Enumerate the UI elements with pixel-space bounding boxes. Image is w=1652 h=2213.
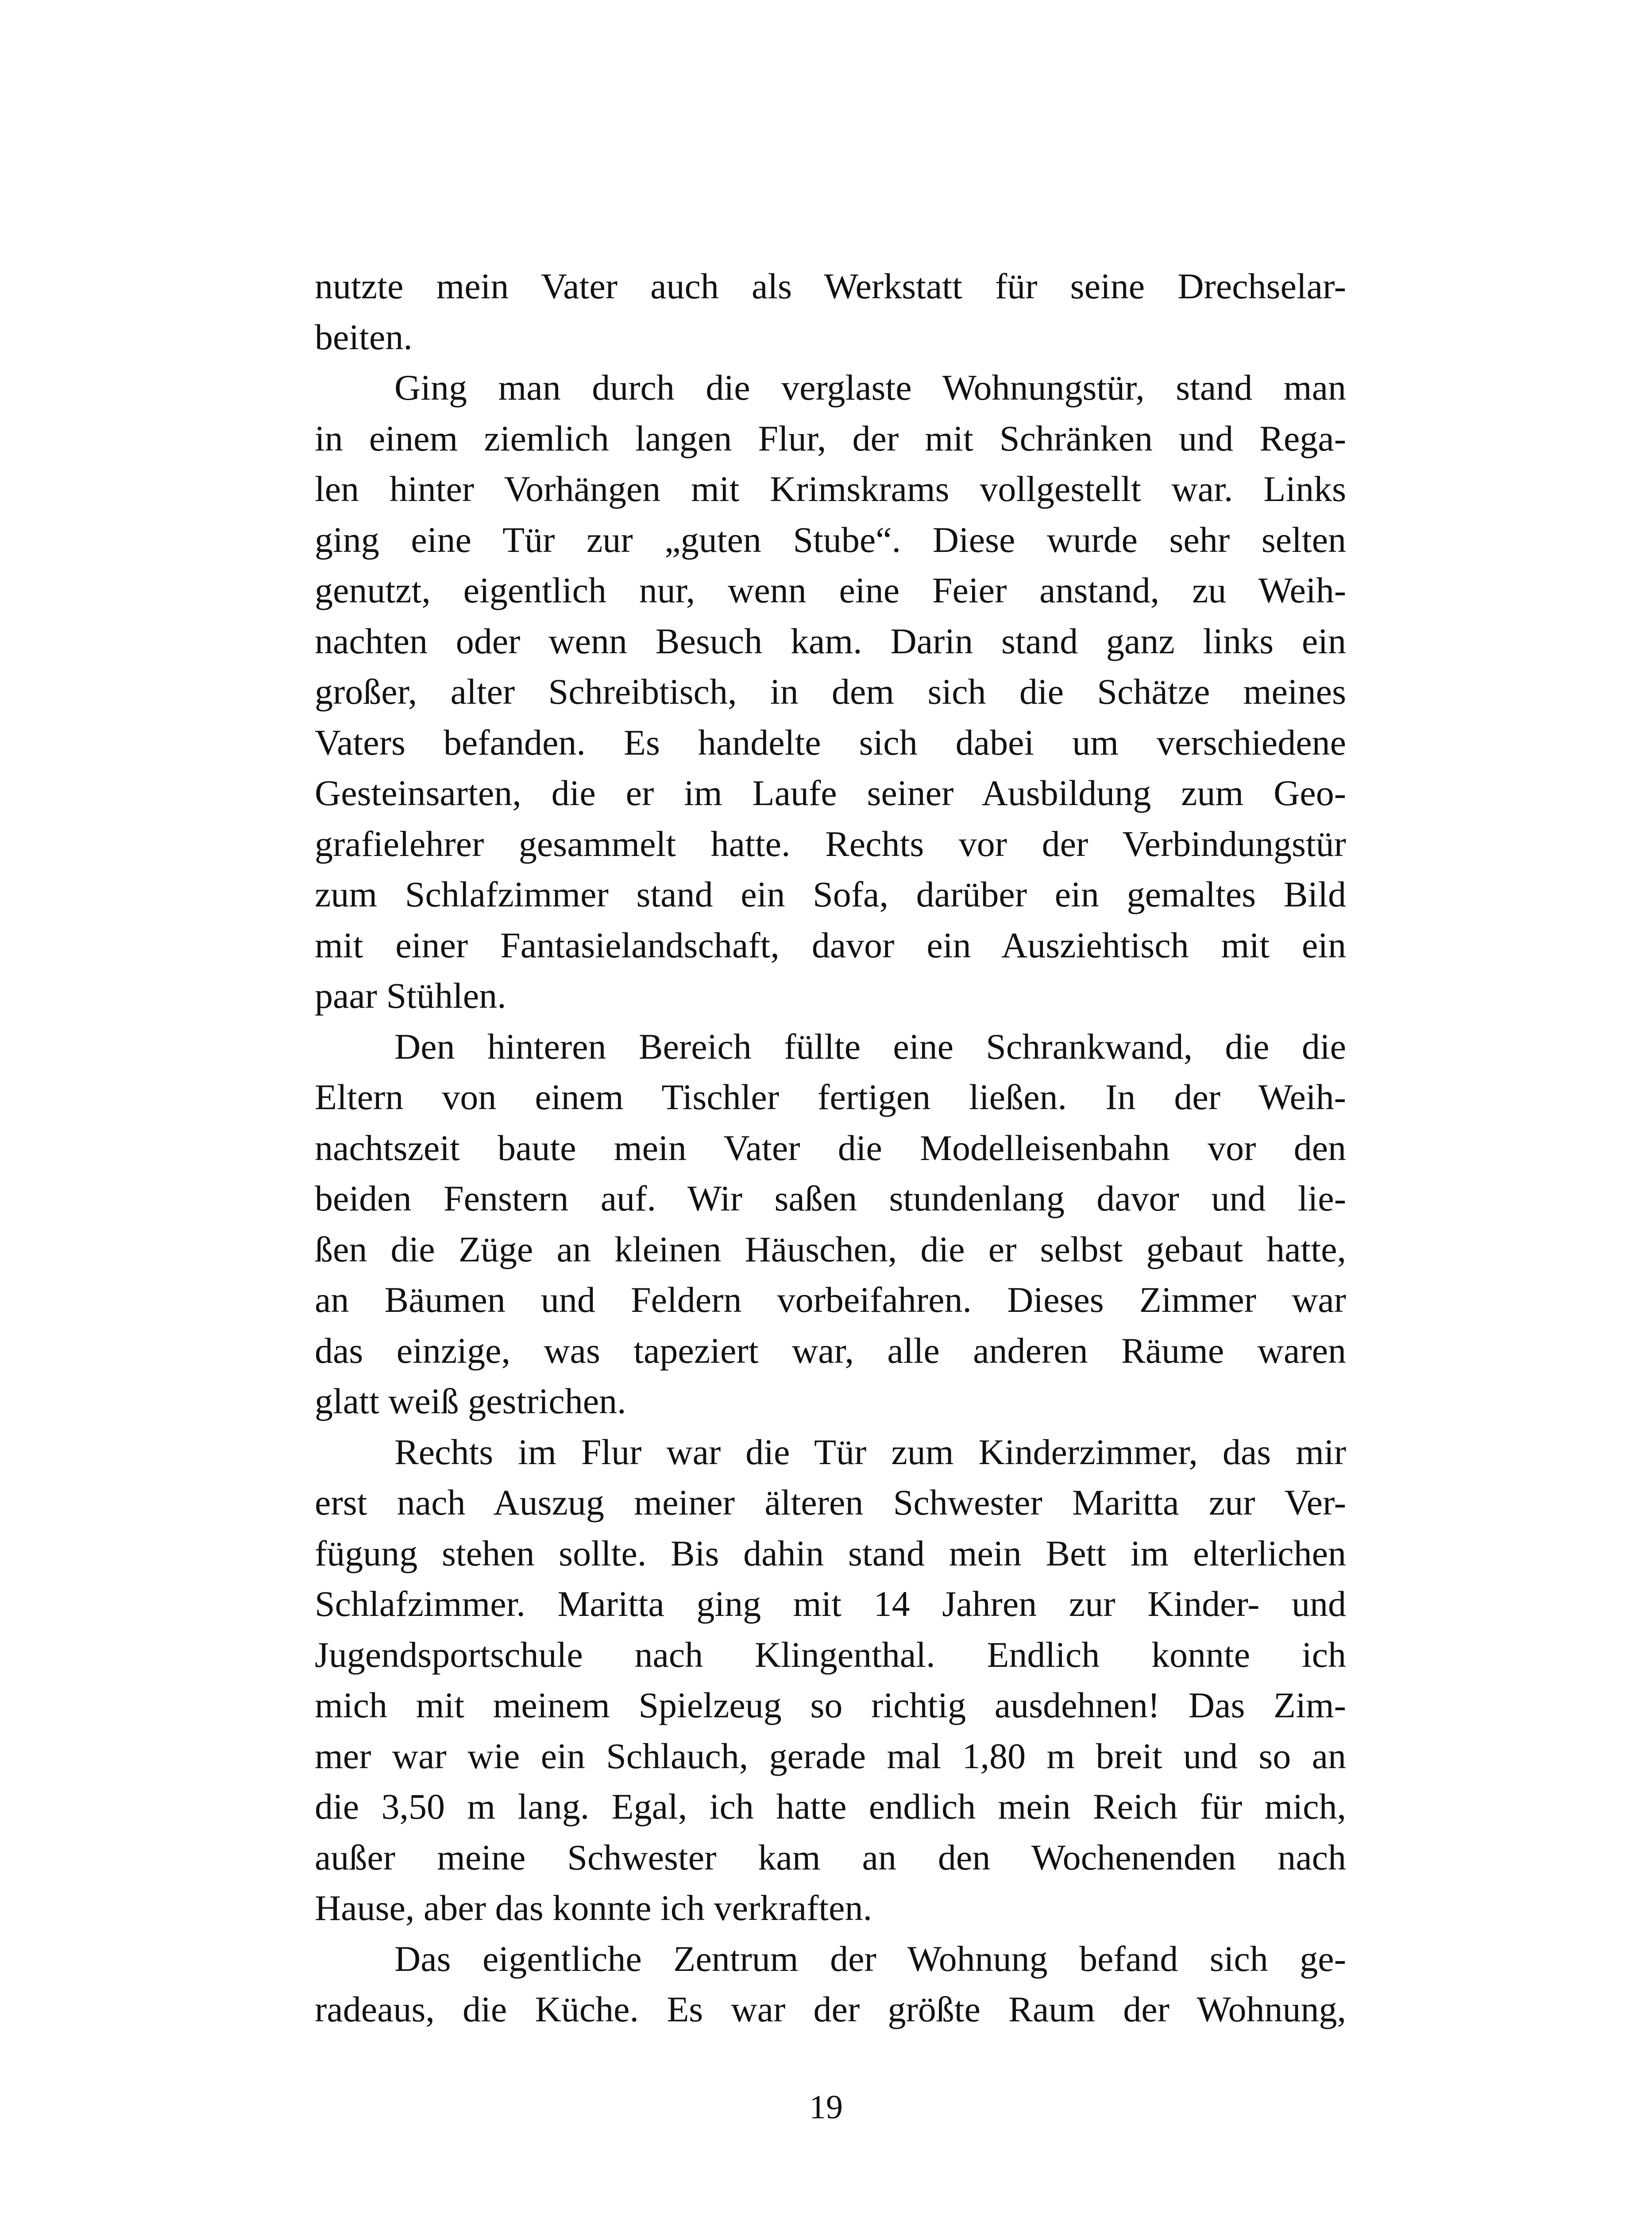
text-line: Jugendsportschule nach Klingenthal. Endlich konnte ich — [315, 1634, 1346, 1675]
text-line: fügung stehen sollte. Bis dahin stand mein Bett im elterlichen — [315, 1533, 1346, 1573]
page-number: 19 — [809, 2088, 843, 2126]
text-line: die 3,50 m lang. Egal, ich hatte endlich mein Reich für mich, — [315, 1786, 1346, 1827]
text-line: beiden Fenstern auf. Wir saßen stundenlang davor und lie- — [315, 1178, 1346, 1218]
text-line: radeaus, die Küche. Es war der größte Raum der Wohnung, — [315, 1989, 1346, 2029]
text-line: außer meine Schwester kam an den Wochenenden nach — [315, 1837, 1346, 1878]
text-line: in einem ziemlich langen Flur, der mit Schränken und Rega- — [315, 418, 1346, 459]
text-line: nutzte mein Vater auch als Werkstatt für seine Drechselar- — [315, 266, 1346, 306]
body-text — [315, 261, 1346, 2035]
text-line: nachtszeit baute mein Vater die Modelleisenbahn vor den — [315, 1127, 1346, 1168]
text-line: genutzt, eigentlich nur, wenn eine Feier anstand, zu Weih- — [315, 570, 1346, 610]
text-line: Ging man durch die verglaste Wohnungstür, stand man — [394, 367, 1346, 408]
text-line: erst nach Auszug meiner älteren Schwester Maritta zur Ver- — [315, 1482, 1346, 1523]
text-line: beiten. — [315, 316, 413, 357]
text-line: mit einer Fantasielandschaft, davor ein Ausziehtisch mit ein — [315, 925, 1346, 965]
text-line: nachten oder wenn Besuch kam. Darin stand ganz links ein — [315, 621, 1346, 661]
text-line: mer war wie ein Schlauch, gerade mal 1,80 m breit und so an — [315, 1735, 1346, 1776]
text-line: Eltern von einem Tischler fertigen ließen. In der Weih- — [315, 1077, 1346, 1117]
text-line: zum Schlafzimmer stand ein Sofa, darüber ein gemaltes Bild — [315, 874, 1346, 914]
text-line: Das eigentliche Zentrum der Wohnung befand sich ge- — [394, 1938, 1346, 1979]
text-line: len hinter Vorhängen mit Krimskrams vollgestellt war. Links — [315, 469, 1346, 509]
text-line: großer, alter Schreibtisch, in dem sich die Schätze meines — [315, 671, 1346, 712]
text-line: Den hinteren Bereich füllte eine Schrankwand, die die — [394, 1026, 1346, 1067]
text-line: grafielehrer gesammelt hatte. Rechts vor der Verbindungstür — [315, 823, 1346, 864]
text-line: ging eine Tür zur „guten Stube“. Diese wurde sehr selten — [315, 519, 1346, 560]
text-line: an Bäumen und Feldern vorbeifahren. Dieses Zimmer war — [315, 1280, 1346, 1320]
text-line: mich mit meinem Spielzeug so richtig ausdehnen! Das Zim- — [315, 1685, 1346, 1725]
text-line: paar Stühlen. — [315, 975, 506, 1016]
text-line: das einzige, was tapeziert war, alle anderen Räume waren — [315, 1330, 1346, 1371]
text-line: glatt weiß gestrichen. — [315, 1381, 626, 1421]
text-line: Rechts im Flur war die Tür zum Kinderzimmer, das mir — [394, 1431, 1346, 1472]
text-line: Vaters befanden. Es handelte sich dabei um verschiedene — [315, 722, 1346, 763]
text-line: Schlafzimmer. Maritta ging mit 14 Jahren zur Kinder- und — [315, 1584, 1346, 1624]
text-line: ßen die Züge an kleinen Häuschen, die er selbst gebaut hatte, — [315, 1229, 1346, 1269]
text-line: Hause, aber das konnte ich verkraften. — [315, 1888, 872, 1928]
text-line: Gesteinsarten, die er im Laufe seiner Ausbildung zum Geo- — [315, 773, 1346, 813]
